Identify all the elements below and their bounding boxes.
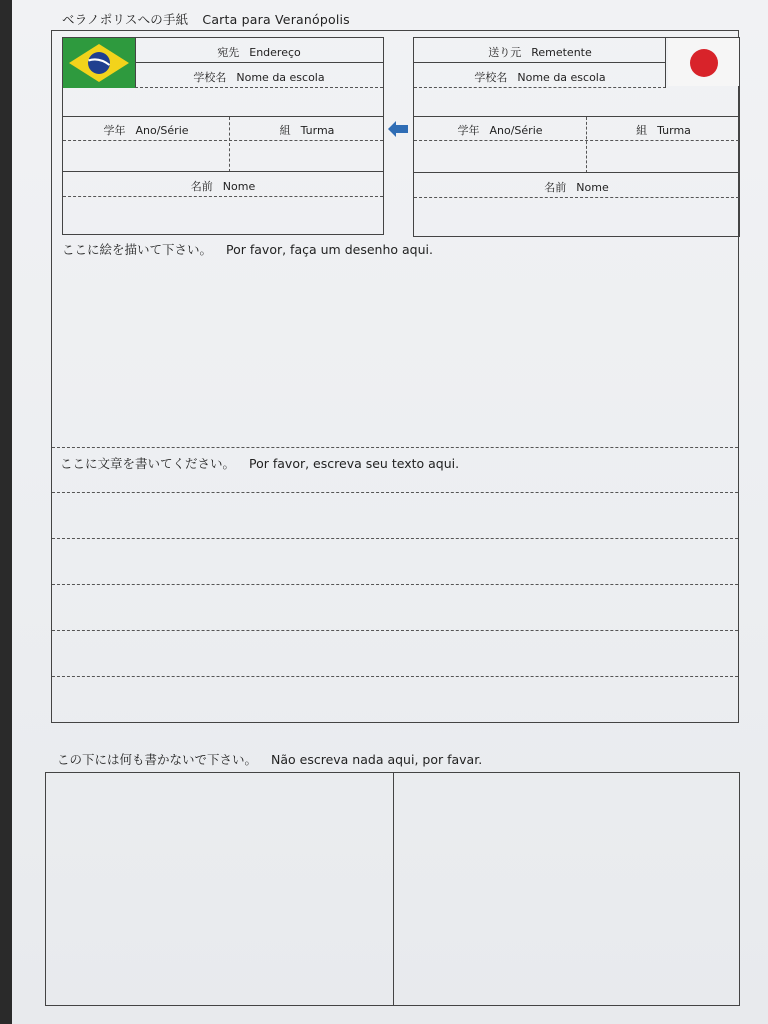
writing-prompt-jp: ここに文章を書いてください。 <box>60 456 236 471</box>
dest-class-label <box>229 122 385 138</box>
sender-school-label-row <box>414 63 666 88</box>
writing-prompt-pt: Por favor, escreva seu texto aqui. <box>249 456 460 471</box>
address-label <box>135 44 383 60</box>
reserved-box-divider <box>393 773 394 1005</box>
reserved-box <box>45 772 740 1006</box>
writing-line-1[interactable] <box>52 492 738 493</box>
address-label-pt: Endereço <box>249 46 301 59</box>
sender-school-label <box>414 69 666 85</box>
dest-school-label-row <box>135 63 383 88</box>
sender-header-row <box>414 38 666 63</box>
sender-grade-label-jp: 学年 <box>457 124 480 137</box>
destination-card <box>62 37 384 235</box>
drawing-prompt-pt: Por favor, faça um desenho aqui. <box>226 242 433 257</box>
sender-school-label-jp: 学校名 <box>474 71 508 84</box>
writing-line-2[interactable] <box>52 538 738 539</box>
sender-school-label-pt: Nome da escola <box>517 71 606 84</box>
japan-flag-icon <box>668 38 739 86</box>
sender-name-label-jp: 名前 <box>544 181 567 194</box>
title-jp: ベラノポリスへの手紙 <box>62 12 189 27</box>
dest-class-label-jp: 組 <box>279 124 291 137</box>
dest-school-label <box>135 69 383 85</box>
sender-flag-divider <box>665 38 666 88</box>
writing-line-5[interactable] <box>52 676 738 677</box>
sender-class-label <box>586 122 741 138</box>
dest-grade-class-field[interactable] <box>63 141 383 172</box>
dest-class-label-pt: Turma <box>300 124 335 137</box>
sender-name-label-row <box>414 173 739 198</box>
sender-grade-class-label-row <box>414 117 739 141</box>
dest-grade-class-label-row <box>63 117 383 141</box>
dest-school-label-jp: 学校名 <box>193 71 227 84</box>
drawing-writing-divider <box>52 447 738 448</box>
page-title <box>62 10 350 28</box>
sender-name-field[interactable] <box>414 198 739 236</box>
sender-school-field[interactable] <box>414 88 739 117</box>
dest-name-label <box>63 178 383 194</box>
do-not-write-jp: この下には何も書かないで下さい。 <box>57 752 258 767</box>
sender-label-pt: Remetente <box>531 46 592 59</box>
writing-line-4[interactable] <box>52 630 738 631</box>
drawing-prompt <box>62 240 433 258</box>
sender-grade-label-pt: Ano/Série <box>489 124 543 137</box>
sender-class-label-pt: Turma <box>657 124 691 137</box>
writing-line-3[interactable] <box>52 584 738 585</box>
do-not-write-notice <box>57 750 482 768</box>
address-label-jp: 宛先 <box>217 46 240 59</box>
sender-label <box>414 44 666 60</box>
dest-name-label-jp: 名前 <box>190 180 213 193</box>
do-not-write-pt: Não escreva nada aqui, por favar. <box>271 752 483 767</box>
title-latin: Carta para Veranópolis <box>202 12 350 27</box>
brazil-flag-icon <box>63 38 135 88</box>
dest-grade-label <box>63 122 229 138</box>
dest-name-label-pt: Nome <box>222 180 256 193</box>
dest-name-field[interactable] <box>63 197 383 234</box>
drawing-prompt-jp: ここに絵を描いて下さい。 <box>62 242 213 257</box>
sender-grade-class-field[interactable] <box>414 141 739 173</box>
sender-label-jp: 送り元 <box>488 46 522 59</box>
dest-grade-label-jp: 学年 <box>103 124 126 137</box>
dest-grade-label-pt: Ano/Série <box>135 124 189 137</box>
sender-name-label-pt: Nome <box>576 181 609 194</box>
address-header-row <box>135 38 383 63</box>
sender-grade-label <box>414 122 586 138</box>
sender-name-label <box>414 179 739 195</box>
drawing-area[interactable] <box>52 258 738 446</box>
left-arrow-icon <box>387 120 409 138</box>
writing-prompt <box>60 454 459 472</box>
dest-name-label-row <box>63 172 383 197</box>
dest-school-label-pt: Nome da escola <box>236 71 325 84</box>
dest-school-field[interactable] <box>63 88 383 117</box>
sender-class-label-jp: 組 <box>636 124 648 137</box>
